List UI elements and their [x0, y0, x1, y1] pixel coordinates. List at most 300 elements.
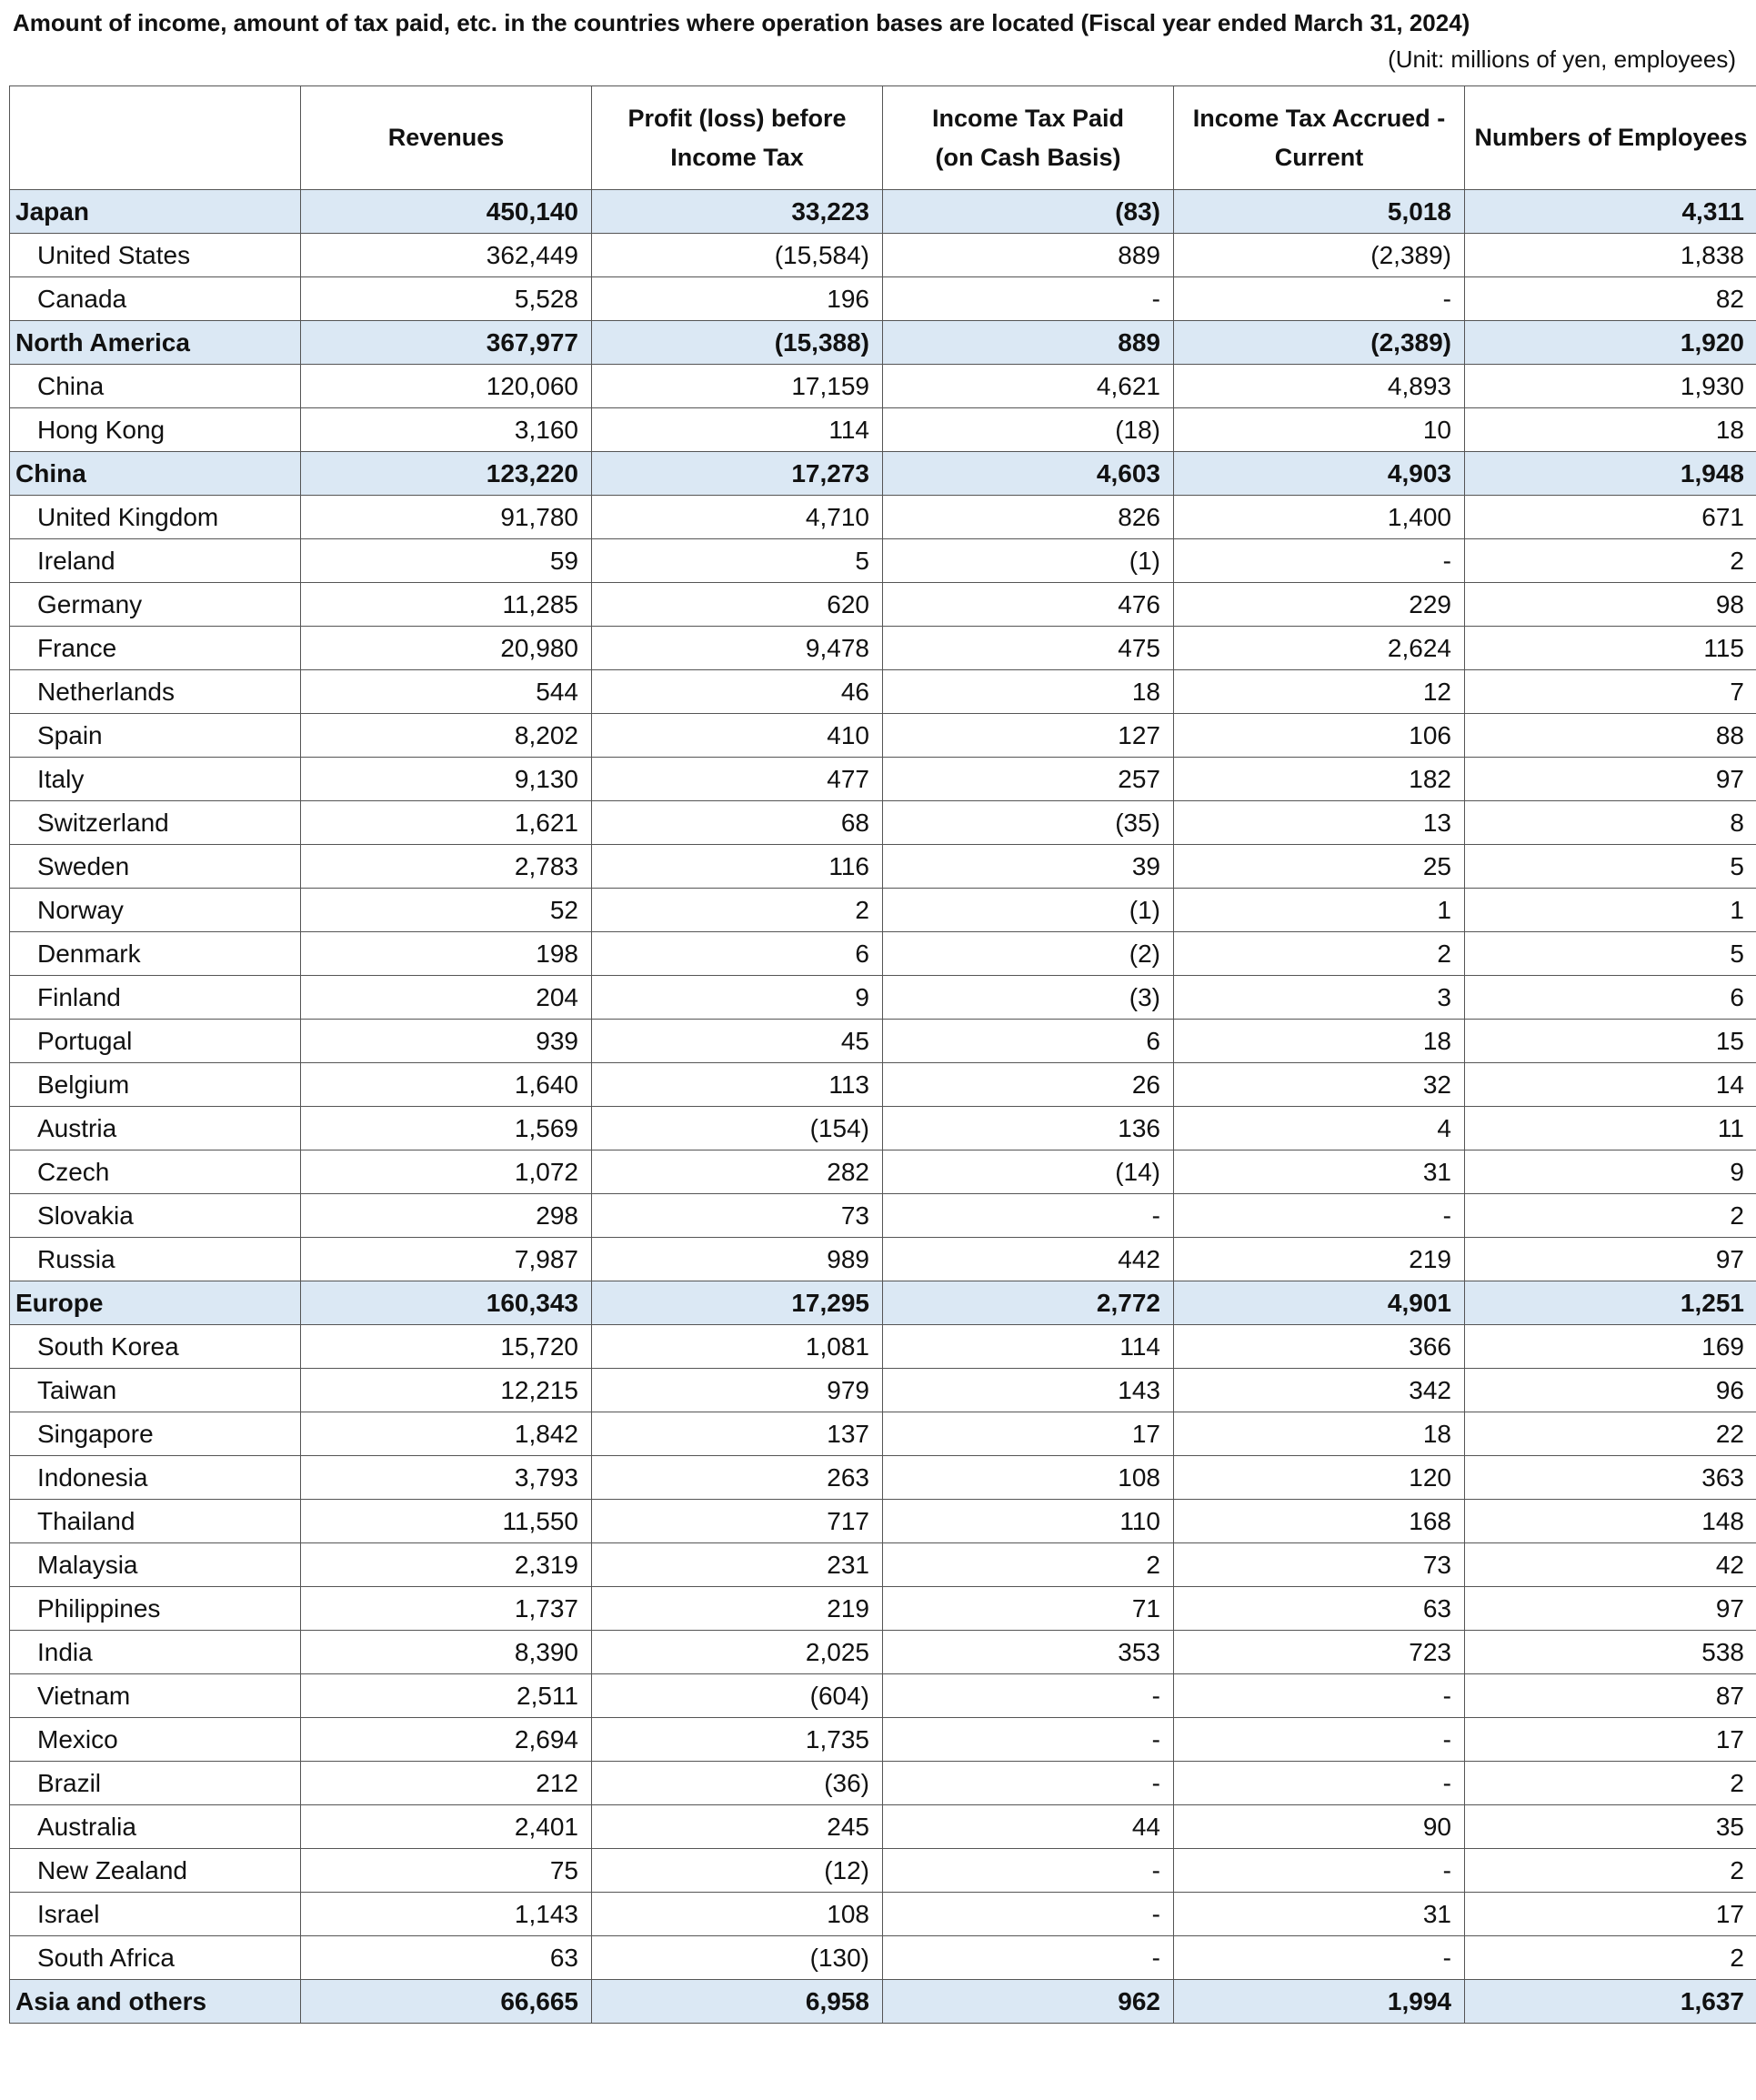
value-cell: 212: [301, 1762, 592, 1805]
value-cell: 475: [883, 627, 1174, 670]
value-cell: 2: [1174, 932, 1465, 976]
value-cell: 11,285: [301, 583, 592, 627]
value-cell: -: [1174, 1718, 1465, 1762]
header-cell-region: [10, 86, 301, 190]
value-cell: (12): [592, 1849, 883, 1893]
value-cell: (15,584): [592, 234, 883, 277]
value-cell: 3,160: [301, 408, 592, 452]
value-cell: 410: [592, 714, 883, 758]
value-cell: 939: [301, 1020, 592, 1063]
table-row: [10, 1412, 1756, 1456]
value-cell: -: [883, 1674, 1174, 1718]
value-cell: -: [883, 1893, 1174, 1936]
header-cell-revenues: [301, 86, 592, 190]
region-name-cell: Russia: [10, 1238, 301, 1281]
table-row: [10, 1849, 1756, 1893]
value-cell: 108: [592, 1893, 883, 1936]
table-row: [10, 1500, 1756, 1543]
value-cell: 198: [301, 932, 592, 976]
value-cell: 5: [592, 539, 883, 583]
value-cell: 1,143: [301, 1893, 592, 1936]
value-cell: 5: [1465, 845, 1756, 889]
value-cell: 123,220: [301, 452, 592, 496]
value-cell: 90: [1174, 1805, 1465, 1849]
region-name-cell: North America: [10, 321, 301, 365]
value-cell: 989: [592, 1238, 883, 1281]
tax-table: [9, 85, 1756, 2024]
value-cell: -: [1174, 1194, 1465, 1238]
value-cell: 106: [1174, 714, 1465, 758]
table-row: [10, 1893, 1756, 1936]
value-cell: 6: [883, 1020, 1174, 1063]
value-cell: (36): [592, 1762, 883, 1805]
region-name-cell: Germany: [10, 583, 301, 627]
table-row: [10, 1456, 1756, 1500]
region-name-cell: Austria: [10, 1107, 301, 1150]
table-row: [10, 1805, 1756, 1849]
region-name-cell: South Africa: [10, 1936, 301, 1980]
value-cell: 367,977: [301, 321, 592, 365]
value-cell: (15,388): [592, 321, 883, 365]
header-label-line: Income Tax: [670, 143, 804, 171]
value-cell: 219: [592, 1587, 883, 1631]
region-name-cell: South Korea: [10, 1325, 301, 1369]
value-cell: 1,735: [592, 1718, 883, 1762]
value-cell: 7,987: [301, 1238, 592, 1281]
table-row: [10, 1325, 1756, 1369]
value-cell: 826: [883, 496, 1174, 539]
value-cell: 476: [883, 583, 1174, 627]
region-name-cell: Israel: [10, 1893, 301, 1936]
value-cell: 113: [592, 1063, 883, 1107]
subtotal-row: [10, 190, 1756, 234]
table-row: [10, 1063, 1756, 1107]
value-cell: 22: [1465, 1412, 1756, 1456]
value-cell: 88: [1465, 714, 1756, 758]
value-cell: 1,081: [592, 1325, 883, 1369]
value-cell: 17,273: [592, 452, 883, 496]
value-cell: 4,710: [592, 496, 883, 539]
table-row: [10, 889, 1756, 932]
region-name-cell: Brazil: [10, 1762, 301, 1805]
value-cell: 1,948: [1465, 452, 1756, 496]
header-label-line: Income Tax Paid: [931, 104, 1125, 132]
region-name-cell: Slovakia: [10, 1194, 301, 1238]
value-cell: 4,903: [1174, 452, 1465, 496]
value-cell: 5,018: [1174, 190, 1465, 234]
value-cell: 12,215: [301, 1369, 592, 1412]
value-cell: 4,603: [883, 452, 1174, 496]
value-cell: 169: [1465, 1325, 1756, 1369]
value-cell: 148: [1465, 1500, 1756, 1543]
value-cell: 2,401: [301, 1805, 592, 1849]
value-cell: 168: [1174, 1500, 1465, 1543]
page-title: Amount of income, amount of tax paid, etc. in the countries where operation bases are located (Fiscal year ended March 31, 2024): [13, 9, 1470, 36]
value-cell: 2,694: [301, 1718, 592, 1762]
region-name-cell: Ireland: [10, 539, 301, 583]
value-cell: 962: [883, 1980, 1174, 2024]
table-row: [10, 1369, 1756, 1412]
table-row: [10, 539, 1756, 583]
value-cell: 114: [592, 408, 883, 452]
value-cell: 298: [301, 1194, 592, 1238]
value-cell: 115: [1465, 627, 1756, 670]
value-cell: 15: [1465, 1020, 1756, 1063]
value-cell: 26: [883, 1063, 1174, 1107]
value-cell: 33,223: [592, 190, 883, 234]
value-cell: (3): [883, 976, 1174, 1020]
table-row: [10, 627, 1756, 670]
region-name-cell: Czech: [10, 1150, 301, 1194]
value-cell: 17: [1465, 1893, 1756, 1936]
header-cell-tax-accrued: [1174, 86, 1465, 190]
value-cell: 120,060: [301, 365, 592, 408]
value-cell: 1,640: [301, 1063, 592, 1107]
value-cell: 9: [592, 976, 883, 1020]
value-cell: 2,025: [592, 1631, 883, 1674]
value-cell: 4,893: [1174, 365, 1465, 408]
value-cell: (18): [883, 408, 1174, 452]
value-cell: 108: [883, 1456, 1174, 1500]
value-cell: 4,901: [1174, 1281, 1465, 1325]
region-name-cell: Europe: [10, 1281, 301, 1325]
value-cell: 2,319: [301, 1543, 592, 1587]
value-cell: 263: [592, 1456, 883, 1500]
value-cell: 68: [592, 801, 883, 845]
region-name-cell: Belgium: [10, 1063, 301, 1107]
value-cell: 45: [592, 1020, 883, 1063]
value-cell: 442: [883, 1238, 1174, 1281]
value-cell: 143: [883, 1369, 1174, 1412]
value-cell: 52: [301, 889, 592, 932]
value-cell: 231: [592, 1543, 883, 1587]
value-cell: 1,569: [301, 1107, 592, 1150]
value-cell: 73: [592, 1194, 883, 1238]
value-cell: 723: [1174, 1631, 1465, 1674]
table-header: [10, 86, 1756, 190]
table-row: [10, 1238, 1756, 1281]
value-cell: 18: [1465, 408, 1756, 452]
unit-note: (Unit: millions of yen, employees): [1388, 45, 1736, 73]
value-cell: (2): [883, 932, 1174, 976]
region-name-cell: Netherlands: [10, 670, 301, 714]
value-cell: 257: [883, 758, 1174, 801]
value-cell: 2: [592, 889, 883, 932]
value-cell: 2,511: [301, 1674, 592, 1718]
value-cell: 18: [1174, 1020, 1465, 1063]
subtotal-row: [10, 1281, 1756, 1325]
value-cell: 4: [1174, 1107, 1465, 1150]
value-cell: 8: [1465, 801, 1756, 845]
table-row: [10, 845, 1756, 889]
value-cell: -: [1174, 277, 1465, 321]
value-cell: 229: [1174, 583, 1465, 627]
value-cell: 18: [1174, 1412, 1465, 1456]
value-cell: 1,737: [301, 1587, 592, 1631]
value-cell: 342: [1174, 1369, 1465, 1412]
header-label-line: Current: [1274, 143, 1364, 171]
value-cell: (1): [883, 539, 1174, 583]
value-cell: 11,550: [301, 1500, 592, 1543]
value-cell: -: [883, 277, 1174, 321]
value-cell: 620: [592, 583, 883, 627]
region-name-cell: Philippines: [10, 1587, 301, 1631]
value-cell: -: [1174, 1762, 1465, 1805]
value-cell: 8,202: [301, 714, 592, 758]
value-cell: 82: [1465, 277, 1756, 321]
table-row: [10, 1587, 1756, 1631]
value-cell: 32: [1174, 1063, 1465, 1107]
value-cell: 2,783: [301, 845, 592, 889]
value-cell: 450,140: [301, 190, 592, 234]
value-cell: 1,930: [1465, 365, 1756, 408]
value-cell: 1,621: [301, 801, 592, 845]
region-name-cell: China: [10, 452, 301, 496]
value-cell: -: [883, 1849, 1174, 1893]
region-name-cell: Mexico: [10, 1718, 301, 1762]
region-name-cell: Australia: [10, 1805, 301, 1849]
value-cell: 1,400: [1174, 496, 1465, 539]
value-cell: 66,665: [301, 1980, 592, 2024]
region-name-cell: Sweden: [10, 845, 301, 889]
value-cell: 282: [592, 1150, 883, 1194]
value-cell: -: [1174, 1849, 1465, 1893]
value-cell: 5,528: [301, 277, 592, 321]
table-row: [10, 277, 1756, 321]
value-cell: -: [883, 1718, 1174, 1762]
value-cell: 31: [1174, 1150, 1465, 1194]
value-cell: (1): [883, 889, 1174, 932]
value-cell: (35): [883, 801, 1174, 845]
value-cell: 366: [1174, 1325, 1465, 1369]
value-cell: 2: [1465, 1762, 1756, 1805]
value-cell: 17,159: [592, 365, 883, 408]
table-row: [10, 1543, 1756, 1587]
region-name-cell: India: [10, 1631, 301, 1674]
value-cell: 889: [883, 234, 1174, 277]
value-cell: 4,311: [1465, 190, 1756, 234]
value-cell: 116: [592, 845, 883, 889]
value-cell: 8,390: [301, 1631, 592, 1674]
region-name-cell: Asia and others: [10, 1980, 301, 2024]
table-row: [10, 234, 1756, 277]
header-cell-employees: [1465, 86, 1756, 190]
table-row: [10, 1150, 1756, 1194]
header-cell-tax-paid: [883, 86, 1174, 190]
value-cell: 25: [1174, 845, 1465, 889]
value-cell: 2: [1465, 1936, 1756, 1980]
value-cell: -: [1174, 1674, 1465, 1718]
table-row: [10, 1674, 1756, 1718]
value-cell: 15,720: [301, 1325, 592, 1369]
value-cell: -: [883, 1762, 1174, 1805]
value-cell: 182: [1174, 758, 1465, 801]
table-row: [10, 1718, 1756, 1762]
table-row: [10, 1762, 1756, 1805]
value-cell: 2: [1465, 1849, 1756, 1893]
value-cell: 120: [1174, 1456, 1465, 1500]
region-name-cell: Indonesia: [10, 1456, 301, 1500]
value-cell: 1: [1174, 889, 1465, 932]
header-row: [10, 86, 1756, 190]
region-name-cell: Malaysia: [10, 1543, 301, 1587]
value-cell: 97: [1465, 758, 1756, 801]
header-label-line: Numbers of Employees: [1474, 124, 1748, 151]
region-name-cell: Switzerland: [10, 801, 301, 845]
region-name-cell: Italy: [10, 758, 301, 801]
table-row: [10, 1107, 1756, 1150]
region-name-cell: Finland: [10, 976, 301, 1020]
region-name-cell: Vietnam: [10, 1674, 301, 1718]
table-row: [10, 1631, 1756, 1674]
region-name-cell: Portugal: [10, 1020, 301, 1063]
header-label-line: Income Tax Accrued -: [1192, 104, 1446, 132]
region-name-cell: France: [10, 627, 301, 670]
value-cell: 91,780: [301, 496, 592, 539]
region-name-cell: Hong Kong: [10, 408, 301, 452]
value-cell: 3: [1174, 976, 1465, 1020]
value-cell: 3,793: [301, 1456, 592, 1500]
value-cell: 204: [301, 976, 592, 1020]
table-row: [10, 1936, 1756, 1980]
table-row: [10, 1020, 1756, 1063]
value-cell: 4,621: [883, 365, 1174, 408]
value-cell: 17: [1465, 1718, 1756, 1762]
value-cell: 110: [883, 1500, 1174, 1543]
value-cell: 136: [883, 1107, 1174, 1150]
subtotal-row: [10, 1980, 1756, 2024]
value-cell: -: [1174, 1936, 1465, 1980]
value-cell: 42: [1465, 1543, 1756, 1587]
region-name-cell: Norway: [10, 889, 301, 932]
header-label-line: Profit (loss) before: [627, 104, 847, 132]
value-cell: (14): [883, 1150, 1174, 1194]
value-cell: 1,072: [301, 1150, 592, 1194]
value-cell: 63: [1174, 1587, 1465, 1631]
value-cell: 1: [1465, 889, 1756, 932]
value-cell: 5: [1465, 932, 1756, 976]
value-cell: 6: [1465, 976, 1756, 1020]
value-cell: 35: [1465, 1805, 1756, 1849]
table-row: [10, 976, 1756, 1020]
value-cell: 363: [1465, 1456, 1756, 1500]
value-cell: 39: [883, 845, 1174, 889]
value-cell: 9,130: [301, 758, 592, 801]
value-cell: 671: [1465, 496, 1756, 539]
value-cell: 98: [1465, 583, 1756, 627]
value-cell: 219: [1174, 1238, 1465, 1281]
value-cell: 1,994: [1174, 1980, 1465, 2024]
value-cell: 9: [1465, 1150, 1756, 1194]
header-label-line: (on Cash Basis): [935, 143, 1121, 171]
value-cell: 717: [592, 1500, 883, 1543]
table-body: [10, 190, 1756, 2024]
value-cell: (604): [592, 1674, 883, 1718]
table-row: [10, 801, 1756, 845]
value-cell: 44: [883, 1805, 1174, 1849]
value-cell: 1,251: [1465, 1281, 1756, 1325]
value-cell: 46: [592, 670, 883, 714]
table-row: [10, 1194, 1756, 1238]
value-cell: 196: [592, 277, 883, 321]
value-cell: 18: [883, 670, 1174, 714]
region-name-cell: Thailand: [10, 1500, 301, 1543]
value-cell: 11: [1465, 1107, 1756, 1150]
value-cell: 17,295: [592, 1281, 883, 1325]
value-cell: 63: [301, 1936, 592, 1980]
value-cell: 97: [1465, 1238, 1756, 1281]
value-cell: 2: [1465, 1194, 1756, 1238]
value-cell: 1,842: [301, 1412, 592, 1456]
value-cell: 17: [883, 1412, 1174, 1456]
region-name-cell: Singapore: [10, 1412, 301, 1456]
value-cell: 2,772: [883, 1281, 1174, 1325]
value-cell: (83): [883, 190, 1174, 234]
table-row: [10, 408, 1756, 452]
value-cell: 12: [1174, 670, 1465, 714]
region-name-cell: United States: [10, 234, 301, 277]
value-cell: 9,478: [592, 627, 883, 670]
value-cell: 362,449: [301, 234, 592, 277]
value-cell: 75: [301, 1849, 592, 1893]
value-cell: 97: [1465, 1587, 1756, 1631]
value-cell: 160,343: [301, 1281, 592, 1325]
value-cell: 114: [883, 1325, 1174, 1369]
table-row: [10, 496, 1756, 539]
table-row: [10, 365, 1756, 408]
value-cell: 2: [1465, 539, 1756, 583]
value-cell: 137: [592, 1412, 883, 1456]
value-cell: 353: [883, 1631, 1174, 1674]
value-cell: 13: [1174, 801, 1465, 845]
table-row: [10, 714, 1756, 758]
region-name-cell: Spain: [10, 714, 301, 758]
value-cell: 73: [1174, 1543, 1465, 1587]
value-cell: 889: [883, 321, 1174, 365]
region-name-cell: Canada: [10, 277, 301, 321]
value-cell: 245: [592, 1805, 883, 1849]
value-cell: 1,838: [1465, 234, 1756, 277]
table-row: [10, 758, 1756, 801]
value-cell: -: [883, 1194, 1174, 1238]
value-cell: 10: [1174, 408, 1465, 452]
table-row: [10, 670, 1756, 714]
value-cell: 2,624: [1174, 627, 1465, 670]
value-cell: 20,980: [301, 627, 592, 670]
header-cell-profit: [592, 86, 883, 190]
value-cell: 127: [883, 714, 1174, 758]
value-cell: -: [883, 1936, 1174, 1980]
value-cell: 71: [883, 1587, 1174, 1631]
region-name-cell: New Zealand: [10, 1849, 301, 1893]
region-name-cell: China: [10, 365, 301, 408]
table-row: [10, 583, 1756, 627]
value-cell: 7: [1465, 670, 1756, 714]
value-cell: 1,920: [1465, 321, 1756, 365]
subtotal-row: [10, 321, 1756, 365]
value-cell: 6,958: [592, 1980, 883, 2024]
value-cell: -: [1174, 539, 1465, 583]
value-cell: (2,389): [1174, 321, 1465, 365]
region-name-cell: Denmark: [10, 932, 301, 976]
value-cell: (130): [592, 1936, 883, 1980]
region-name-cell: Japan: [10, 190, 301, 234]
subtotal-row: [10, 452, 1756, 496]
region-name-cell: Taiwan: [10, 1369, 301, 1412]
value-cell: 31: [1174, 1893, 1465, 1936]
region-name-cell: United Kingdom: [10, 496, 301, 539]
value-cell: 979: [592, 1369, 883, 1412]
